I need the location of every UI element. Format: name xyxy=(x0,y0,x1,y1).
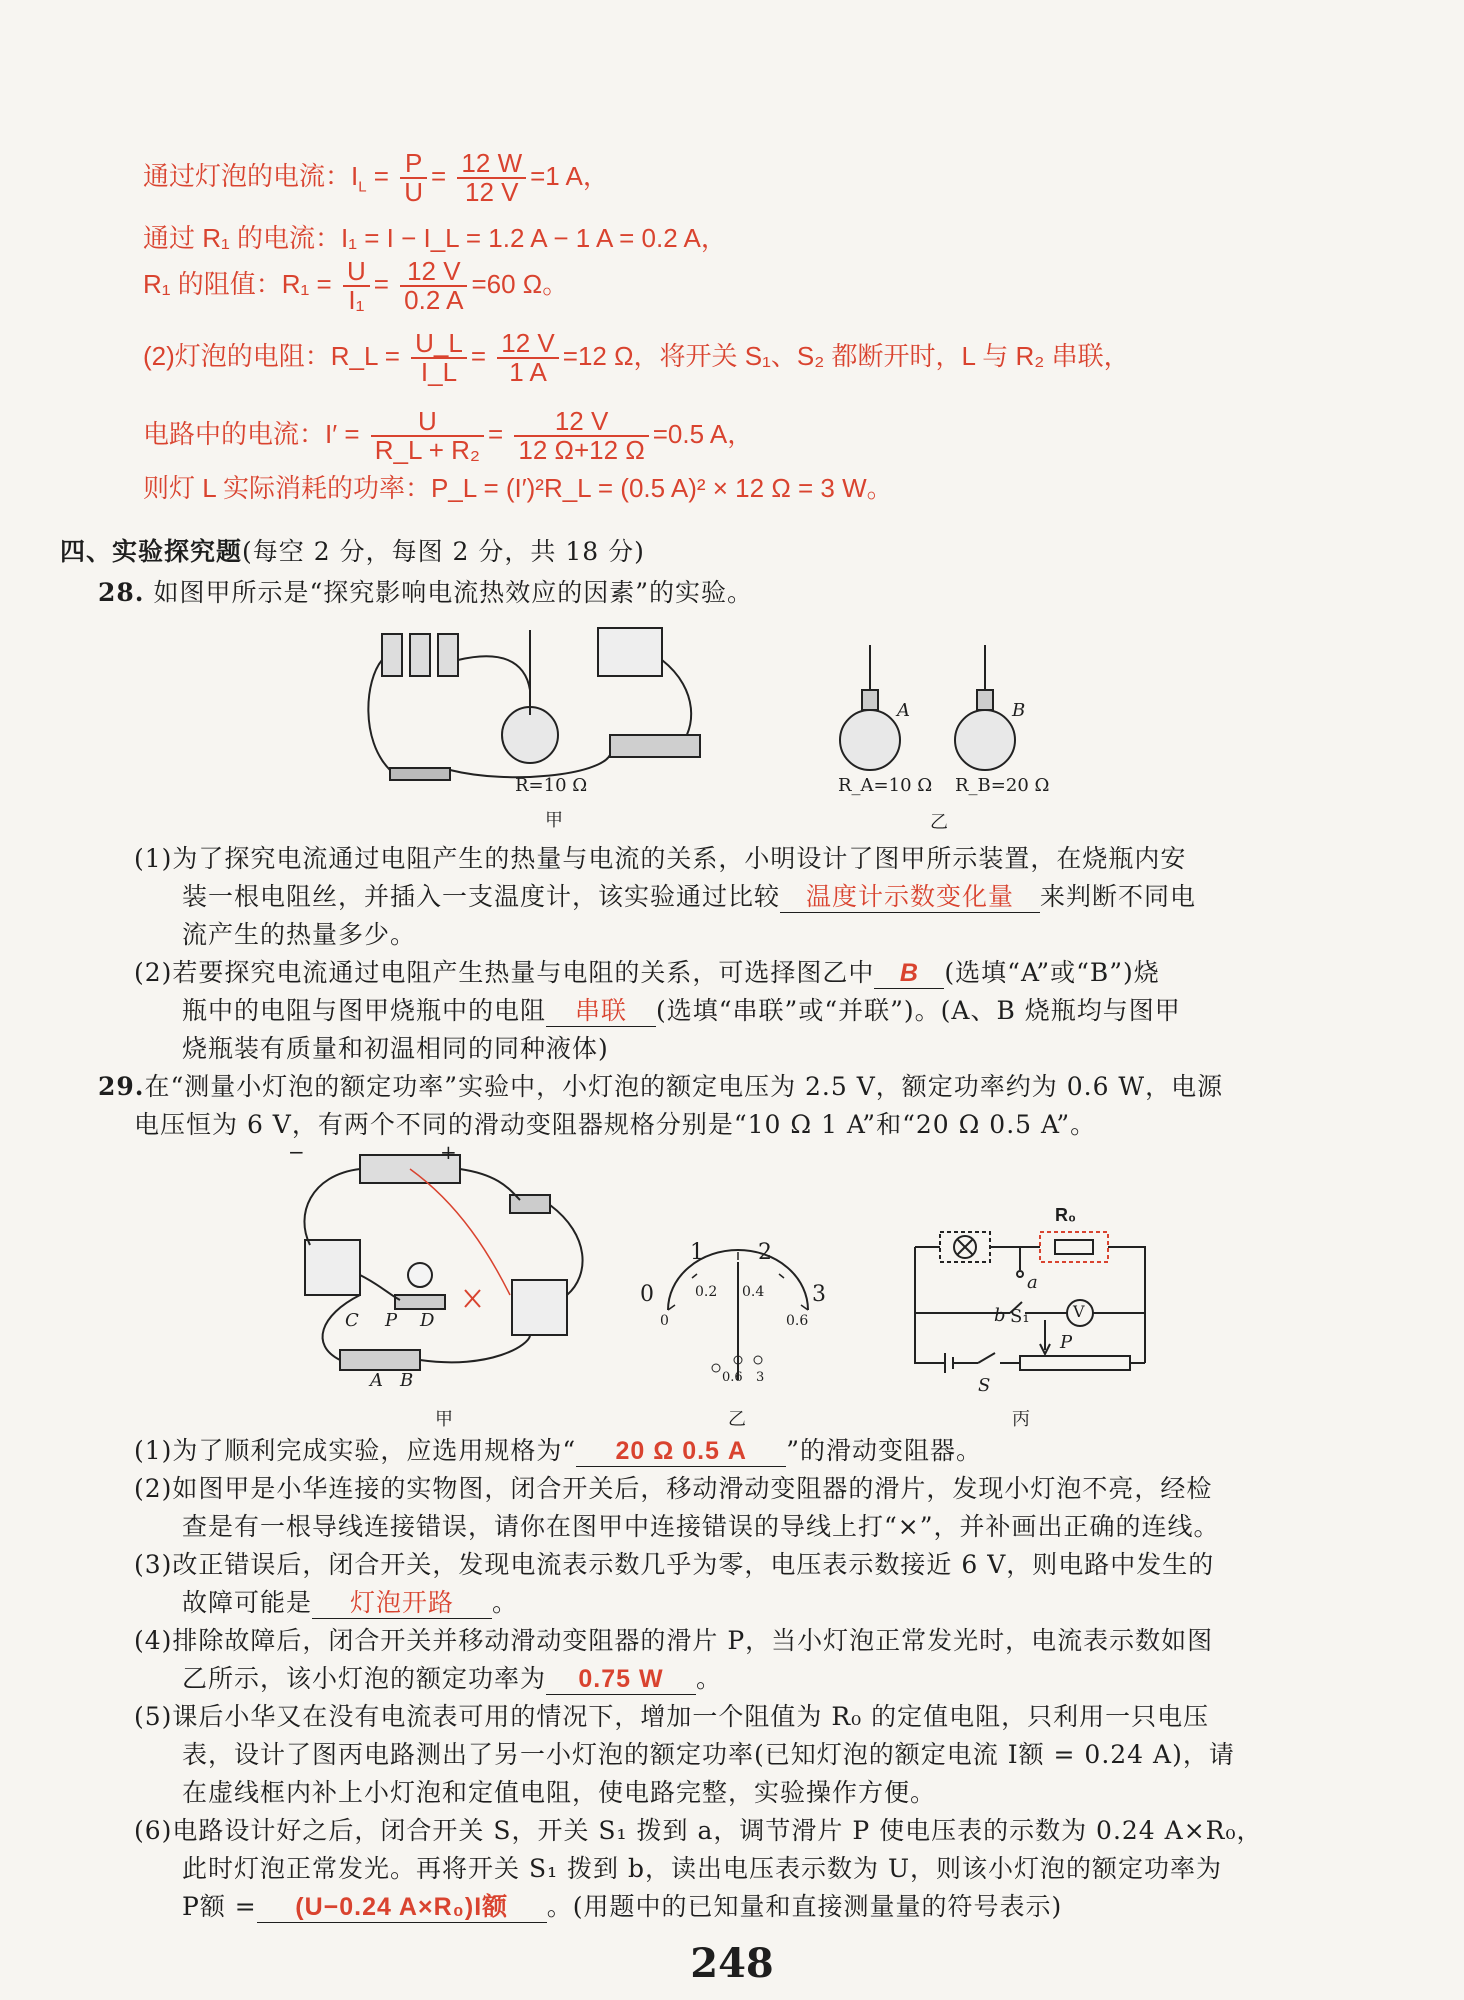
q29-p2-line1: (2)如图甲是小华连接的实物图，闭合开关后，移动滑动变阻器的滑片，发现小灯泡不亮，经检 xyxy=(134,1474,1213,1503)
question-number: 28. xyxy=(98,578,145,607)
q29-p1 xyxy=(134,1432,982,1470)
q29-p3-answer[interactable]: 灯泡开路 xyxy=(312,1588,492,1619)
fraction-numerator: 12 V xyxy=(400,258,467,287)
meter-small-0: 0 xyxy=(660,1313,669,1329)
fraction xyxy=(411,330,467,387)
solution-text: =0.5 A， xyxy=(652,419,754,450)
section-heading xyxy=(60,533,645,571)
question-text: 故障可能是 xyxy=(182,1588,313,1617)
q28-p1-line1: (1)为了探究电流通过电阻产生的热量与电流的关系，小明设计了图甲所示装置，在烧瓶内安 xyxy=(134,844,1187,873)
circuit-label-V: V xyxy=(1073,1302,1085,1321)
fraction xyxy=(514,408,648,465)
q29-p6-line3 xyxy=(182,1888,1062,1926)
solution-text: R₁ 的阻值：R₁ = xyxy=(143,269,332,300)
solution-line-3: R₁ 的阻值：R₁ = $\frac{U}{\text{I₁}}$ = $\frac{12 V}{0.2 A}$ =60 Ω。 xyxy=(143,256,569,316)
question-text: (选填“A”或“B”)烧 xyxy=(944,958,1160,987)
rheostat-label-A: A xyxy=(370,1370,383,1391)
question-text: 如图甲所示是“探究影响电流热效应的因素”的实验。 xyxy=(153,578,754,607)
q29-stem-line1 xyxy=(98,1068,1223,1106)
question-text: 在“测量小灯泡的额定功率”实验中，小灯泡的额定电压为 2.5 V，额定功率约为 0.6 W，电源 xyxy=(144,1072,1224,1101)
circuit-label-S1: S₁ xyxy=(1010,1306,1030,1327)
fraction xyxy=(497,330,559,387)
question-text: 。 xyxy=(492,1588,519,1617)
fraction-denominator: 12 V xyxy=(465,177,519,208)
q29-p5-line1: (5)课后小华又在没有电流表可用的情况下，增加一个阻值为 R₀ 的定值电阻，只利用一只电压 xyxy=(134,1702,1210,1731)
q28-p2-answer-1[interactable]: B xyxy=(874,958,944,989)
q29-p4-answer[interactable]: 0.75 W xyxy=(546,1664,696,1695)
circuit-label-R0: R₀ xyxy=(1055,1205,1077,1225)
meter-scale-0: 0 xyxy=(640,1282,654,1307)
meter-scale-2: 2 xyxy=(758,1240,772,1265)
circuit-label-b: b xyxy=(994,1305,1006,1326)
fraction-numerator: P xyxy=(400,150,427,179)
fraction xyxy=(457,150,526,207)
fraction-numerator: 12 V xyxy=(514,408,648,437)
terminal-06: 0.6 xyxy=(722,1370,743,1385)
q28-label-B: B xyxy=(1012,700,1026,721)
circuit-label-P: P xyxy=(1060,1332,1073,1353)
q28-label-A: A xyxy=(897,700,910,721)
q29-caption-bing: 丙 xyxy=(1012,1409,1030,1430)
solution-text: =1 A， xyxy=(530,161,609,192)
solution-line-5: 电路中的电流：I′ = $\frac{U}{\text{R\_L + R₂}}$ = $\frac{12 V}{12 \Omega+12 \Omega}$ =0.5 A， xyxy=(143,406,754,466)
section-title: 四、实验探究题 xyxy=(60,537,243,566)
question-text: (2)若要探究电流通过电阻产生热量与电阻的关系，可选择图乙中 xyxy=(134,958,875,987)
fraction xyxy=(400,258,467,315)
q28-label-RB: R_B=20 Ω xyxy=(955,775,1050,796)
fraction-denominator: 1 A xyxy=(509,357,547,388)
question-text: 。(用题中的已知量和直接测量量的符号表示) xyxy=(546,1892,1063,1921)
circuit-label-S: S xyxy=(978,1375,991,1396)
fraction xyxy=(400,150,427,207)
q29-p4-line1: (4)排除故障后，闭合开关并移动滑动变阻器的滑片 P，当小灯泡正常发光时，电流表示数如图 xyxy=(134,1626,1214,1655)
q28-p2-line3: 烧瓶装有质量和初温相同的同种液体) xyxy=(182,1034,609,1063)
q29-p6-line1: (6)电路设计好之后，闭合开关 S，开关 S₁ 拨到 a，调节滑片 P 使电压表的示数为 0.24 A×R₀， xyxy=(134,1816,1263,1845)
rheostat-label-P: P xyxy=(385,1310,398,1331)
q28-stem xyxy=(98,574,753,612)
q29-caption-yi: 乙 xyxy=(728,1409,746,1430)
q29-p2-line2: 查是有一根导线连接错误，请你在图甲中连接错误的导线上打“×”，并补画出正确的连线。 xyxy=(182,1512,1220,1541)
q29-p5-line3: 在虚线框内补上小灯泡和定值电阻，使电路完整，实验操作方便。 xyxy=(182,1778,937,1807)
rheostat-label-B: B xyxy=(400,1370,414,1391)
section-note: (每空 2 分，每图 2 分，共 18 分) xyxy=(242,537,645,566)
battery-minus: − xyxy=(288,1140,305,1164)
meter-scale-3: 3 xyxy=(812,1282,826,1307)
solution-text: =12 Ω，将开关 S₁、S₂ 都断开时，L 与 R₂ 串联， xyxy=(562,341,1130,372)
question-text: 乙所示，该小灯泡的额定功率为 xyxy=(182,1664,547,1693)
terminal-3: 3 xyxy=(756,1370,765,1385)
question-text: 瓶中的电阻与图甲烧瓶中的电阻 xyxy=(182,996,547,1025)
fraction-numerator: 12 V xyxy=(497,330,559,359)
q29-p3-line1: (3)改正错误后，闭合开关，发现电流表示数几乎为零，电压表示数接近 6 V，则电路中发生的 xyxy=(134,1550,1215,1579)
solution-line-2: 通过 R₁ 的电流：I₁ = I − I_L = 1.2 A − 1 A = 0.2 A， xyxy=(143,223,727,253)
q29-figure-jia xyxy=(290,1145,610,1395)
question-text: 来判断不同电 xyxy=(1040,882,1197,911)
fraction-denominator: R_L + R₂ xyxy=(374,435,480,466)
solution-line-4: (2)灯泡的电阻：R_L = $\frac{U\_L}{I\_L}$ = $\frac{12 V}{1 A}$ =12 Ω，将开关 S₁、S₂ 都断开时，L 与 R₂ 串联， xyxy=(143,328,1130,388)
fraction-numerator: U xyxy=(371,408,484,437)
solution-text: (2)灯泡的电阻：R_L = xyxy=(143,341,400,372)
question-text: 。 xyxy=(696,1664,723,1693)
q28-label-R: R=10 Ω xyxy=(515,775,588,796)
rheostat-label-C: C xyxy=(345,1310,359,1331)
rheostat-label-D: D xyxy=(420,1310,435,1331)
question-text: (选填“串联”或“并联”)。(A、B 烧瓶均与图甲 xyxy=(656,996,1181,1025)
meter-small-02: 0.2 xyxy=(695,1284,718,1300)
q28-p2-line1 xyxy=(134,954,1160,992)
question-number: 29. xyxy=(98,1072,145,1101)
fraction-numerator: U xyxy=(343,258,370,287)
solution-text: 通过灯泡的电流：I xyxy=(143,161,359,192)
q28-p2-answer-2[interactable]: 串联 xyxy=(546,996,656,1027)
solution-text: 电路中的电流：I′ = xyxy=(143,419,360,450)
q28-p1-line2 xyxy=(182,878,1196,916)
question-text: P额 = xyxy=(182,1892,257,1921)
question-text: ”的滑动变阻器。 xyxy=(786,1436,982,1465)
q29-p3-line2 xyxy=(182,1584,518,1622)
meter-small-04: 0.4 xyxy=(742,1284,765,1300)
fraction-denominator: U xyxy=(404,177,423,208)
fraction-numerator: U_L xyxy=(411,330,467,359)
q29-p6-line2: 此时灯泡正常发光。再将开关 S₁ 拨到 b，读出电压表示数为 U，则该小灯泡的额定功率为 xyxy=(182,1854,1223,1883)
q29-p5-line2: 表，设计了图丙电路测出了另一小灯泡的额定功率(已知灯泡的额定电流 I额 = 0.24 A)，请 xyxy=(182,1740,1235,1769)
fraction-denominator: I_L xyxy=(420,357,458,388)
q28-p2-line2 xyxy=(182,992,1181,1030)
question-text: 装一根电阻丝，并插入一支温度计，该实验通过比较 xyxy=(182,882,781,911)
battery-plus: + xyxy=(440,1140,457,1164)
q29-p4-line2 xyxy=(182,1660,722,1698)
q29-stem-line2: 电压恒为 6 V，有两个不同的滑动变阻器规格分别是“10 Ω 1 A”和“20 Ω 0.5 A”。 xyxy=(134,1110,1097,1139)
meter-scale-1: 1 xyxy=(690,1240,704,1265)
q29-figure-bing-circuit xyxy=(900,1210,1160,1400)
fraction-denominator: I₁ xyxy=(348,285,365,316)
q29-p1-answer[interactable]: 20 Ω 0.5 A xyxy=(576,1436,786,1467)
q28-caption-yi: 乙 xyxy=(930,812,948,833)
fraction xyxy=(343,258,370,315)
fraction xyxy=(371,408,484,465)
q28-label-RA: R_A=10 Ω xyxy=(838,775,933,796)
question-text: (1)为了顺利完成实验，应选用规格为“ xyxy=(134,1436,577,1465)
fraction-denominator: 0.2 A xyxy=(404,285,464,316)
q29-p6-answer[interactable]: (U−0.24 A×R₀)I额 xyxy=(257,1892,547,1923)
q28-figure-jia xyxy=(360,620,760,790)
q28-caption-jia: 甲 xyxy=(545,810,563,831)
fraction-numerator: 12 W xyxy=(457,150,526,179)
q29-caption-jia: 甲 xyxy=(435,1409,453,1430)
fraction-denominator: 12 Ω+12 Ω xyxy=(518,435,645,466)
circuit-label-a: a xyxy=(1027,1272,1038,1293)
q28-p1-answer[interactable]: 温度计示数变化量 xyxy=(780,882,1040,913)
solution-line-6: 则灯 L 实际消耗的功率：P_L = (I′)²R_L = (0.5 A)² × 12 Ω = 3 W。 xyxy=(143,473,893,503)
page-number: 248 xyxy=(690,1940,774,1987)
solution-line-1: 通过灯泡的电流：$I_L$ = $\frac{P}{U}$ = $\frac{12 W}{12 V}$ =1 A， xyxy=(143,148,609,208)
q28-p1-line3: 流产生的热量多少。 xyxy=(182,920,417,949)
meter-small-06: 0.6 xyxy=(786,1313,809,1329)
solution-text: =60 Ω。 xyxy=(471,269,569,300)
